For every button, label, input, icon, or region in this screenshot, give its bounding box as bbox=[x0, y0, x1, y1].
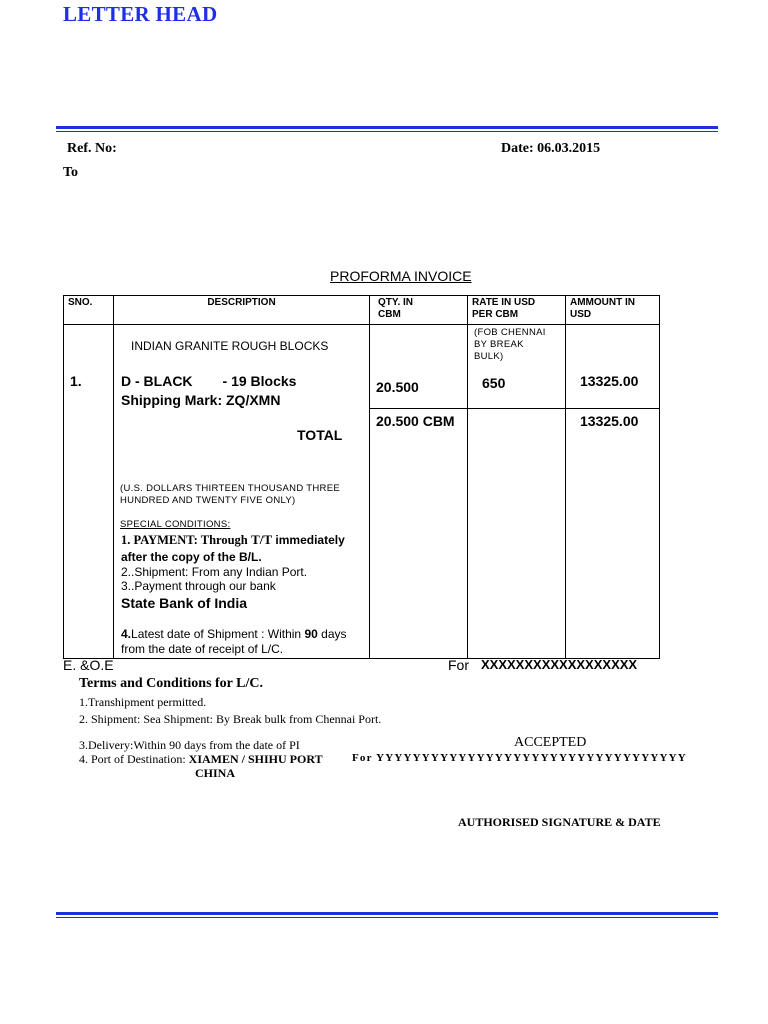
ref-no-label: Ref. No: bbox=[67, 141, 117, 156]
special-conditions-heading: SPECIAL CONDITIONS: bbox=[120, 519, 231, 530]
term-destination: 4. Port of Destination: XIAMEN / SHIHU PORT bbox=[79, 752, 323, 766]
header-rate: RATE IN USD PER CBM bbox=[468, 296, 566, 325]
top-rule-thin bbox=[56, 131, 718, 132]
rate-note: (FOB CHENNAI BY BREAK BULK) bbox=[474, 327, 546, 362]
accepted-label: ACCEPTED bbox=[514, 735, 587, 750]
qty-total-divider bbox=[370, 408, 468, 409]
top-rule bbox=[56, 126, 718, 129]
condition-payment: 1. PAYMENT: Through T/T immediately after the copy of the B/L. bbox=[121, 532, 345, 564]
header-sno: SNO. bbox=[64, 296, 114, 325]
for-seller-label: For bbox=[448, 657, 469, 673]
bottom-rule-thin bbox=[56, 917, 718, 918]
row-rate: 650 bbox=[482, 375, 506, 391]
bottom-rule bbox=[56, 912, 718, 915]
invoice-table bbox=[63, 295, 660, 659]
row-qty: 20.500 bbox=[376, 379, 419, 395]
term-shipment: 2. Shipment: Sea Shipment: By Break bulk from Chennai Port. bbox=[79, 712, 382, 726]
amount-total-divider bbox=[566, 408, 660, 409]
variety-name: D - BLACK - 19 Blocks bbox=[121, 373, 297, 389]
invoice-title: PROFORMA INVOICE bbox=[330, 268, 472, 284]
letterhead-title: LETTER HEAD bbox=[63, 2, 218, 26]
product-name: INDIAN GRANITE ROUGH BLOCKS bbox=[131, 339, 329, 353]
shipping-mark: Shipping Mark: ZQ/XMN bbox=[121, 392, 281, 408]
rate-total-divider bbox=[468, 408, 566, 409]
total-label: TOTAL bbox=[297, 427, 343, 443]
total-qty: 20.500 CBM bbox=[376, 413, 455, 429]
header-description: DESCRIPTION bbox=[114, 296, 370, 325]
amount-in-words: (U.S. DOLLARS THIRTEEN THOUSAND THREE HUNDRED AND TWENTY FIVE ONLY) bbox=[120, 483, 340, 506]
rate-cell bbox=[468, 325, 566, 659]
term-transhipment: 1.Transhipment permitted. bbox=[79, 695, 207, 709]
table-row bbox=[64, 325, 660, 659]
condition-bank: 3..Payment through our bank bbox=[121, 579, 276, 593]
to-label: To bbox=[63, 165, 79, 180]
eoe-label: E. &O.E bbox=[63, 657, 114, 673]
description-cell bbox=[114, 325, 370, 659]
sno-cell bbox=[64, 325, 114, 659]
header-qty: QTY. IN CBM bbox=[370, 296, 468, 325]
total-amount: 13325.00 bbox=[580, 413, 639, 429]
authorised-signature: AUTHORISED SIGNATURE & DATE bbox=[458, 815, 661, 829]
term-delivery: 3.Delivery:Within 90 days from the date of PI bbox=[79, 738, 300, 752]
seller-company: XXXXXXXXXXXXXXXXXX bbox=[481, 657, 638, 672]
bank-name: State Bank of India bbox=[121, 595, 248, 611]
qty-cell bbox=[370, 325, 468, 659]
term-destination-country: CHINA bbox=[195, 766, 236, 780]
row-sno: 1. bbox=[70, 373, 82, 389]
condition-shipment: 2..Shipment: From any Indian Port. bbox=[121, 565, 308, 579]
buyer-line: For YYYYYYYYYYYYYYYYYYYYYYYYYYYYYYYYYY bbox=[352, 752, 687, 764]
condition-latest-date: 4.Latest date of Shipment : Within 90 days from the date of receipt of L/C. bbox=[121, 627, 347, 656]
table-header-row bbox=[64, 296, 660, 325]
date-label: Date: 06.03.2015 bbox=[501, 141, 601, 156]
header-amount: AMMOUNT IN USD bbox=[566, 296, 660, 325]
row-amount: 13325.00 bbox=[580, 373, 639, 389]
amount-cell bbox=[566, 325, 660, 659]
terms-heading: Terms and Conditions for L/C. bbox=[79, 676, 263, 691]
